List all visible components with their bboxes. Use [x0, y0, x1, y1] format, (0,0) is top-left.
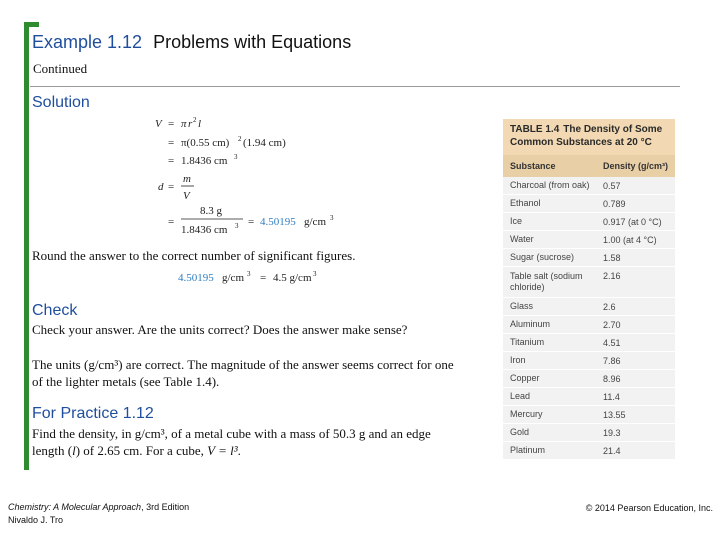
cell-density: 0.57 [603, 180, 621, 191]
cell-density: 2.6 [603, 301, 616, 312]
eq-calc-result: 4.50195 [260, 216, 296, 228]
footer-edition: , 3rd Edition [141, 502, 190, 512]
footer-author: Nivaldo J. Tro [8, 515, 64, 525]
example-label: Example 1.12 [32, 32, 143, 52]
cell-density: 11.4 [603, 391, 620, 402]
eq-unit-cube: 3 [330, 214, 334, 222]
eq-vol: 1.8436 cm [181, 224, 228, 236]
eq-d: d [158, 181, 164, 193]
round-instruction: Round the answer to the correct number of significant figures. [32, 248, 356, 263]
col-header-substance: Substance [510, 160, 556, 171]
eq-m: m [183, 173, 191, 185]
cell-substance: Ice [510, 216, 523, 226]
footer-book-title: Chemistry: A Molecular Approach [8, 502, 142, 512]
continued-label: Continued [33, 61, 88, 76]
slide-title [32, 32, 351, 53]
eq-equals-2: = [168, 137, 175, 149]
cell-density: 1.00 (at 4 °C) [603, 234, 657, 245]
check-heading: Check [32, 302, 78, 319]
rounded-final: 4.5 g/cm [273, 272, 312, 284]
solution-heading: Solution [32, 94, 90, 111]
table-row [503, 231, 675, 249]
eq-result-v-cube: 3 [234, 153, 238, 161]
table-title-a: The Density of Some [563, 124, 663, 135]
cell-density: 0.917 (at 0 °C) [603, 216, 662, 227]
solution-equations [150, 114, 350, 240]
cell-density: 19.3 [603, 427, 621, 438]
cell-substance: Table salt (sodium chloride) [510, 271, 583, 292]
eq-line2-sq: 2 [238, 135, 242, 143]
eq-v2: V [183, 190, 190, 202]
eq-unit: g/cm [304, 216, 326, 228]
cell-substance: Sugar (sucrose) [510, 252, 575, 262]
cell-density: 7.86 [603, 355, 621, 366]
rounded-equation [176, 266, 336, 288]
check-answer-line-2: of the lighter metals (see Table 1.4). [32, 374, 220, 389]
eq-l: l [198, 118, 202, 130]
cell-substance: Gold [510, 427, 530, 437]
eq-equals-3: = [168, 155, 175, 167]
eq-vol-cube: 3 [235, 222, 239, 230]
practice-line-1: Find the density, in g/cm³, of a metal cube with a mass of 50.3 g and an edge [32, 426, 431, 441]
table-title-b: Common Substances at 20 °C [510, 137, 652, 148]
eq-equals-1: = [168, 118, 175, 130]
cell-substance: Titanium [510, 337, 545, 347]
check-answer-line-1: The units (g/cm³) are correct. The magnitude of the answer seems correct for one [32, 357, 454, 372]
table-row [503, 424, 675, 442]
eq-line2: π(0.55 cm) [181, 137, 230, 149]
eq-equals-4: = [168, 181, 175, 193]
slide-accent-bar [24, 22, 29, 470]
table-row [503, 316, 675, 334]
practice-line-2-l: l [72, 443, 76, 458]
table-row [503, 267, 675, 298]
table-row [503, 352, 675, 370]
cell-substance: Platinum [510, 445, 546, 455]
cell-substance: Ethanol [510, 198, 541, 208]
col-header-density: Density (g/cm³) [603, 161, 669, 171]
table-row [503, 298, 675, 316]
practice-line-2b: ) of 2.65 cm. For a cube, [75, 443, 208, 458]
eq-equals-5: = [168, 216, 175, 228]
slide-accent-tick [24, 22, 39, 27]
cell-substance: Water [510, 234, 534, 244]
example-title: Problems with Equations [153, 32, 352, 52]
rounded-calc: 4.50195 [178, 272, 214, 284]
rounded-calc-unit: g/cm [222, 272, 244, 284]
practice-line-2-end: . [237, 443, 241, 458]
cell-density: 2.16 [603, 271, 621, 281]
footer-copyright: © 2014 Pearson Education, Inc. [585, 503, 713, 513]
eq-result-v: 1.8436 cm [181, 155, 228, 167]
cell-substance: Glass [510, 301, 534, 311]
eq-equals-6: = [248, 216, 255, 228]
table-row [503, 388, 675, 406]
table-row [503, 249, 675, 267]
cell-density: 21.4 [603, 445, 621, 456]
practice-heading: For Practice 1.12 [32, 405, 154, 422]
eq-mass: 8.3 g [200, 205, 222, 217]
practice-line-2 [32, 442, 241, 459]
table-row [503, 370, 675, 388]
cell-substance: Mercury [510, 409, 543, 419]
eq-pi: π [181, 118, 187, 130]
cell-substance: Lead [510, 391, 531, 401]
cell-density: 8.96 [603, 373, 621, 384]
cell-density: 4.51 [603, 337, 621, 348]
rounded-equals: = [260, 272, 267, 284]
table-row [503, 177, 675, 195]
table-row [503, 195, 675, 213]
cell-substance: Iron [510, 355, 526, 365]
cell-density: 0.789 [603, 198, 626, 209]
title-divider [30, 86, 680, 87]
cell-density: 2.70 [603, 319, 621, 330]
cell-substance: Charcoal (from oak) [510, 180, 590, 190]
eq-r: r [188, 118, 193, 130]
practice-line-2a: length ( [32, 443, 73, 458]
eq-v: V [155, 118, 162, 130]
eq-sq: 2 [193, 116, 197, 124]
table-column-headers [503, 155, 675, 177]
table-row [503, 334, 675, 352]
table-label: TABLE 1.4 [510, 124, 560, 135]
cell-density: 13.55 [603, 409, 626, 420]
density-table [503, 119, 675, 460]
table-row [503, 406, 675, 424]
cell-density: 1.58 [603, 252, 621, 263]
rounded-final-cube: 3 [313, 270, 317, 278]
table-row [503, 442, 675, 460]
table-row [503, 213, 675, 231]
check-question: Check your answer. Are the units correct? Does the answer make sense? [32, 322, 408, 337]
table-title [503, 119, 675, 155]
cell-substance: Copper [510, 373, 540, 383]
cell-substance: Aluminum [510, 319, 551, 329]
eq-line2-b: (1.94 cm) [243, 137, 286, 149]
footer-citation [8, 501, 189, 527]
practice-formula: V = l³ [207, 443, 238, 458]
rounded-calc-cube: 3 [247, 270, 251, 278]
